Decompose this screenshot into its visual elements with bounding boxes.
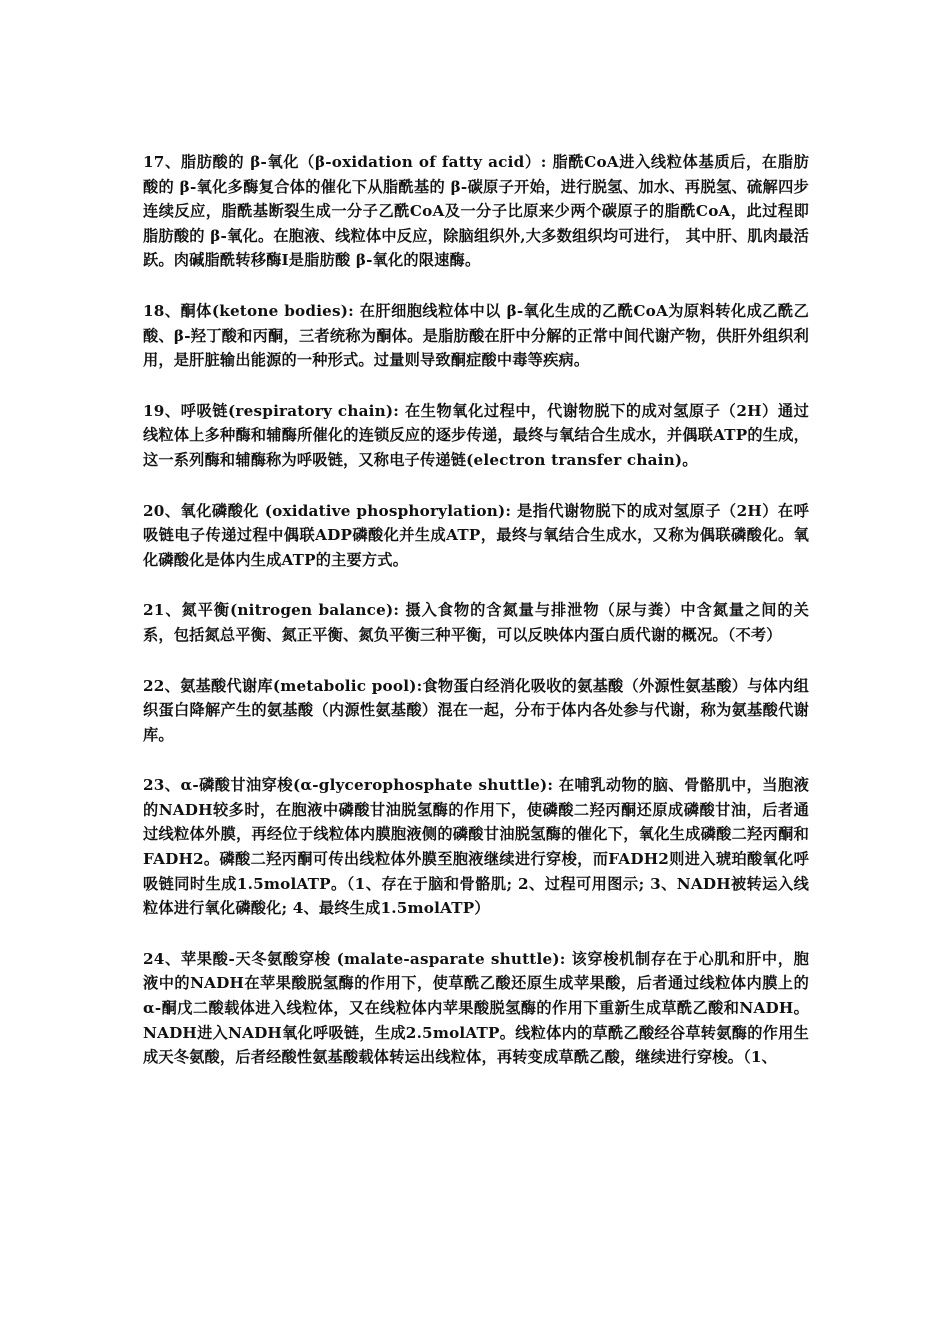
paragraph-term-21: 21、氮平衡(nitrogen balance): 摄入食物的含氮量与排泄物（尿与粪）中含氮量之间的关系，包括氮总平衡、氮正平衡、氮负平衡三种平衡，可以反映体内蛋白质代谢的概况。（不考） [143, 601, 809, 644]
paragraph-term-19: 19、呼吸链(respiratory chain): 在生物氧化过程中，代谢物脱下的成对氢原子（2H）通过线粒体上多种酶和辅酶所催化的连锁反应的逐步传递，最终与氧结合生成水，并偶联ATP的生成，这一系列酶和辅酶称为呼吸链，又称电子传递链(electron transfer chain)。 [143, 401, 809, 469]
paragraph-term-24: 24、苹果酸-天冬氨酸穿梭 (malate-asparate shuttle): 该穿梭机制存在于心肌和肝中，胞液中的NADH在苹果酸脱氢酶的作用下，使草酰乙酸还原生成苹果酸，后者通过线粒体内膜上的 α-酮戊二酸载体进入线粒体，又在线粒体内苹果酸脱氢酶的作用下重新生成草酰乙酸和NADH。NADH进入NADH氧化呼吸链，生成2.5molATP。线粒体内的草酰乙酸经谷草转氨酶的作用生成天冬氨酸，后者经酸性氨基酸载体转运出线粒体，再转变成草酰乙酸，继续进行穿梭。（1、 [143, 949, 809, 1067]
paragraph-term-17: 17、脂肪酸的 β-氧化（β-oxidation of fatty acid）: 脂酰CoA进入线粒体基质后，在脂肪酸的 β-氧化多酶复合体的催化下从脂酰基的 β-碳原子开始，进行脱氢、加水、再脱氢、硫解四步连续反应，脂酰基断裂生成一分子乙酰CoA及一分子比原来少两个碳原子的脂酰CoA，此过程即脂肪酸的 β-氧化。在胞液、线粒体中反应，除脑组织外,大多数组织均可进行， 其中肝、肌肉最活跃。肉碱脂酰转移酶Ⅰ是脂肪酸 β-氧化的限速酶。 [143, 153, 809, 270]
paragraph-term-23: 23、α-磷酸甘油穿梭(α-glycerophosphate shuttle): 在哺乳动物的脑、骨骼肌中，当胞液的NADH较多时，在胞液中磷酸甘油脱氢酶的作用下，使磷酸二羟丙酮还原成磷酸甘油，后者通过线粒体外膜，再经位于线粒体内膜胞液侧的磷酸甘油脱氢酶的催化下，氧化生成磷酸二羟丙酮和FADH2。磷酸二羟丙酮可传出线粒体外膜至胞液继续进行穿梭，而FADH2则进入琥珀酸氧化呼吸链同时生成1.5molATP。（1、存在于脑和骨骼肌; 2、过程可用图示; 3、NADH被转运入线粒体进行氧化磷酸化; 4、最终生成1.5molATP） [143, 776, 809, 918]
paragraph-term-20: 20、氧化磷酸化 (oxidative phosphorylation): 是指代谢物脱下的成对氢原子（2H）在呼吸链电子传递过程中偶联ADP磷酸化并生成ATP，最终与氧结合生成水，又称为偶联磷酸化。氧化磷酸化是体内生成ATP的主要方式。 [143, 501, 809, 569]
paragraph-term-22: 22、氨基酸代谢库(metabolic pool):食物蛋白经消化吸收的氨基酸（外源性氨基酸）与体内组织蛋白降解产生的氨基酸（内源性氨基酸）混在一起，分布于体内各处参与代谢，称为氨基酸代谢库。 [143, 676, 809, 744]
document-page [143, 150, 809, 1096]
paragraph-term-18: 18、酮体(ketone bodies): 在肝细胞线粒体中以 β-氧化生成的乙酰CoA为原料转化成乙酰乙酸、β-羟丁酸和丙酮，三者统称为酮体。是脂肪酸在肝中分解的正常中间代谢产物，供肝外组织利用，是肝脏输出能源的一种形式。过量则导致酮症酸中毒等疾病。 [143, 301, 809, 370]
